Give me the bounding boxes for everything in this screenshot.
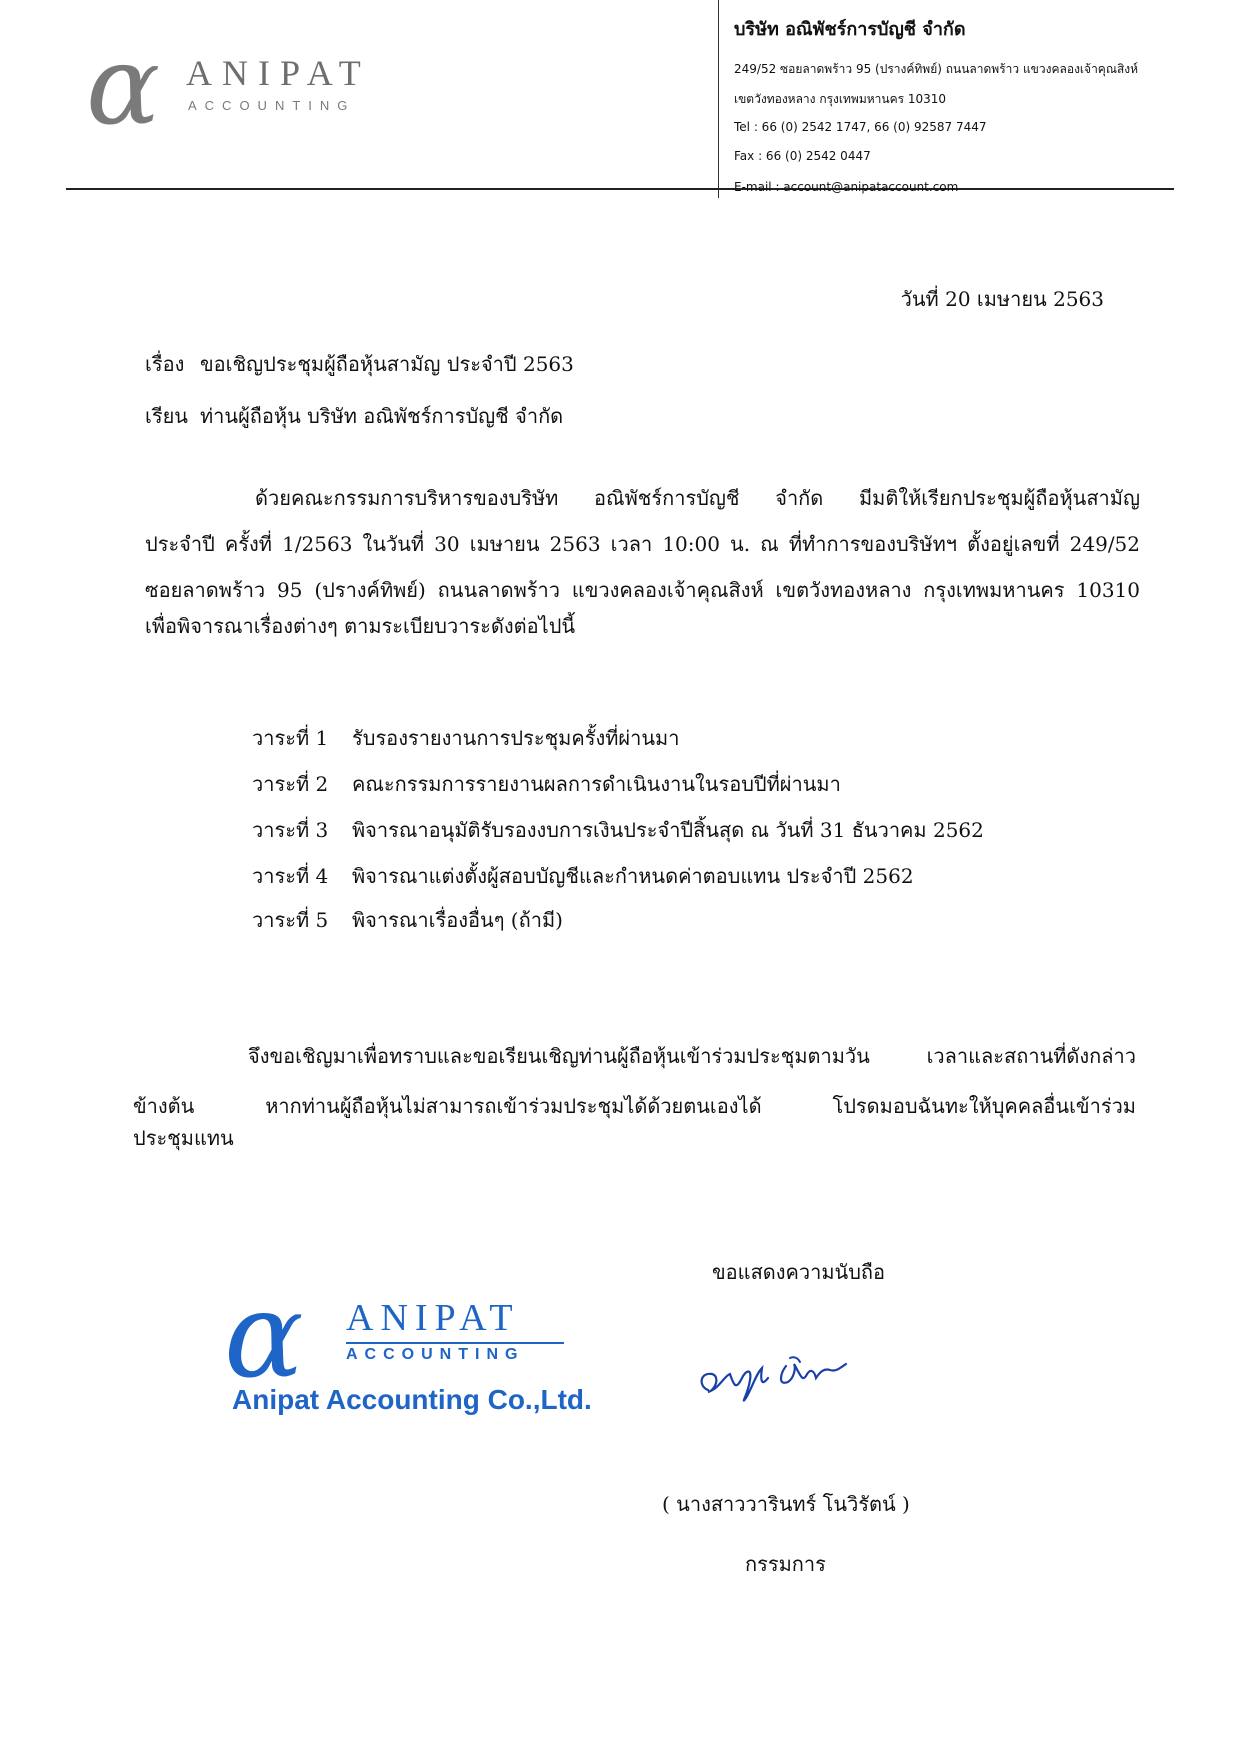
agenda-item-label: วาระที่ 2 [252, 772, 329, 796]
agenda-item-text: รับรองรายงานการประชุมครั้งที่ผ่านมา [352, 726, 680, 750]
agenda-item-text: พิจารณาแต่งตั้งผู้สอบบัญชีและกำหนดค่าตอบแทน ประจำปี 2562 [352, 864, 914, 888]
agenda-item-text: คณะกรรมการรายงานผลการดำเนินงานในรอบปีที่ผ่านมา [352, 772, 841, 796]
subject-text: ขอเชิญประชุมผู้ถือหุ้นสามัญ ประจำปี 2563 [200, 352, 574, 376]
agenda-item-label: วาระที่ 5 [252, 908, 329, 932]
agenda-item-label: วาระที่ 1 [252, 726, 329, 750]
company-address-line1: 249/52 ซอยลาดพร้าว 95 (ปรางค์ทิพย์) ถนนลาดพร้าว แขวงคลองเจ้าคุณสิงห์ [734, 62, 1139, 76]
company-fax: Fax : 66 (0) 2542 0447 [734, 149, 871, 163]
letterhead-divider-horizontal [66, 188, 1174, 190]
stamp-rule [346, 1342, 564, 1344]
letterhead-divider-vertical [718, 0, 719, 198]
paragraph1-line: เพื่อพิจารณาเรื่องต่างๆ ตามระเบียบวาระดังต่อไปนี้ [145, 614, 576, 638]
stamp-logo-subtitle: ACCOUNTING [346, 1346, 525, 1363]
signer-name: ( นางสาววารินทร์ โนวิรัตน์ ) [662, 1492, 910, 1516]
recipient-label: เรียน [145, 404, 188, 428]
paragraph2-line: จึงขอเชิญมาเพื่อทราบและขอเรียนเชิญท่านผู้ถือหุ้นเข้าร่วมประชุมตามวัน เวลาและสถานที่ดังกล่าว [248, 1044, 1136, 1068]
agenda-item-label: วาระที่ 3 [252, 818, 329, 842]
subject-label: เรื่อง [145, 352, 185, 376]
paragraph1-line: ประจำปี ครั้งที่ 1/2563 ในวันที่ 30 เมษายน 2563 เวลา 10:00 น. ณ ที่ทำการของบริษัทฯ ตั้งอยู่เลขที่ 249/52 [145, 532, 1141, 556]
logo-subtitle: ACCOUNTING [188, 98, 356, 113]
company-email: E-mail : account@anipataccount.com [734, 180, 959, 194]
paragraph2-line: ประชุมแทน [133, 1126, 234, 1150]
paragraph1-line: ด้วยคณะกรรมการบริหารของบริษัท อณิพัชร์การบัญชี จำกัด มีมติให้เรียกประชุมผู้ถือหุ้นสามัญ [255, 486, 1140, 510]
company-tel: Tel : 66 (0) 2542 1747, 66 (0) 92587 7447 [734, 120, 987, 134]
recipient-text: ท่านผู้ถือหุ้น บริษัท อณิพัชร์การบัญชี จำกัด [200, 404, 564, 428]
stamp-logo-name: ANIPAT [346, 1297, 520, 1339]
paragraph1-line: ซอยลาดพร้าว 95 (ปรางค์ทิพย์) ถนนลาดพร้าว แขวงคลองเจ้าคุณสิงห์ เขตวังทองหลาง กรุงเทพมหานคร 10310 [145, 578, 1140, 602]
company-address-line2: เขตวังทองหลาง กรุงเทพมหานคร 10310 [734, 92, 947, 106]
letter-date: วันที่ 20 เมษายน 2563 [900, 287, 1104, 311]
logo-name: ANIPAT [186, 53, 371, 93]
stamp-alpha-symbol: α [224, 1266, 304, 1404]
handwritten-signature [690, 1328, 870, 1418]
closing-text: ขอแสดงความนับถือ [712, 1260, 886, 1284]
signer-position: กรรมการ [745, 1552, 826, 1576]
agenda-item-text: พิจารณาอนุมัติรับรองงบการเงินประจำปีสิ้นสุด ณ วันที่ 31 ธันวาคม 2562 [352, 818, 984, 842]
logo-alpha-symbol: α [86, 21, 161, 149]
paragraph2-line: ข้างต้น หากท่านผู้ถือหุ้นไม่สามารถเข้าร่วมประชุมได้ด้วยตนเองได้ โปรดมอบฉันทะให้บุคคลอื่นเข้าร่วม [133, 1094, 1136, 1118]
stamp-company-name: Anipat Accounting Co.,Ltd. [232, 1384, 592, 1415]
company-name-th: บริษัท อณิพัชร์การบัญชี จำกัด [734, 19, 966, 40]
agenda-item-text: พิจารณาเรื่องอื่นๆ (ถ้ามี) [352, 908, 563, 932]
agenda-item-label: วาระที่ 4 [252, 864, 329, 888]
